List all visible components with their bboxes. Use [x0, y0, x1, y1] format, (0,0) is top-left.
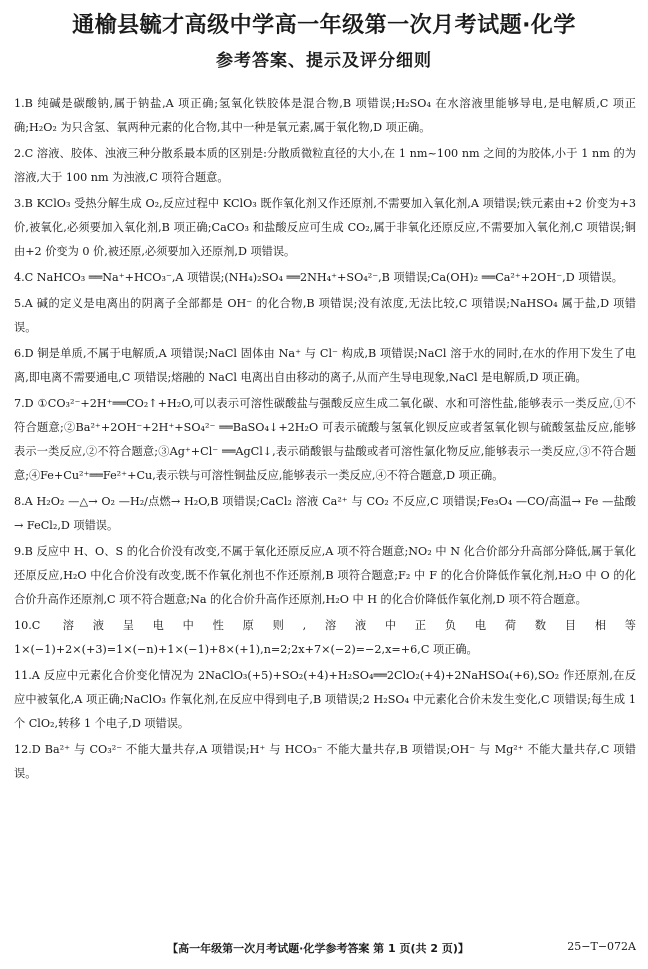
- answer-explanation: 铜是单质,不属于电解质,A 项错误;NaCl 固体由 Na⁺ 与 Cl⁻ 构成,B 项错误;NaCl 溶于水的同时,在水的作用下发生了电离,即电离不需要通电,C 项错误;熔融的 NaCl 电离出自由移动的离子,从而产生导电现象,NaCl 是电解质,D 项正确。: [14, 347, 636, 384]
- answer-number: 2.C: [14, 147, 34, 160]
- footer-page-label: 【高一年级第一次月考试题·化学参考答案 第 1 页(共 2 页)】: [167, 942, 469, 955]
- answer-list: [14, 92, 636, 788]
- answer-explanation: 反应中 H、O、S 的化合价没有改变,不属于氧化还原反应,A 项不符合题意;NO₂ 中 N 化合价部分升高部分降低,属于氧化还原反应,H₂O 中化合价没有改变,既不作氧化剂也不作还原剂,B 项符合题意;F₂ 中 F 的化合价降低作氧化剂,H₂O 中 O 的化合价升高作还原剂,C 项不符合题意;Na 的化合价升高作还原剂,H₂O 中 H 的化合价降低作氧化剂,D 项不符合题意。: [14, 545, 636, 606]
- answer-number: 3.B: [14, 197, 33, 210]
- answer-explanation: H₂O₂ —△→ O₂ —H₂/点燃→ H₂O,B 项错误;CaCl₂ 溶液 Ca²⁺ 与 CO₂ 不反应,C 项错误;Fe₃O₄ —CO/高温→ Fe —盐酸→ FeCl₂,D 项错误。: [14, 495, 636, 532]
- answer-explanation: 反应中元素化合价变化情况为 2NaClO₃(+5)+SO₂(+4)+H₂SO₄══2ClO₂(+4)+2NaHSO₄(+6),SO₂ 作还原剂,在反应中被氧化,A 项正确;NaClO₃ 作氧化剂,在反应中得到电子,B 项错误;2 H₂SO₄ 中元素化合价未发生变化,C 项错误;每生成 1 个 ClO₂,转移 1 个电子,D 项错误。: [14, 669, 637, 730]
- answer-item-1: [14, 92, 636, 140]
- answer-number: 11.A: [14, 669, 40, 682]
- page-subtitle: 参考答案、提示及评分细则: [216, 51, 432, 71]
- answer-explanation: 溶液呈电中性原则,溶液中正负电荷数目相等 1×(−1)+2×(+3)=1×(−n)+1×(−1)+8×(+1),n=2;2x+7×(−2)=−2,x=+6,C 项正确。: [14, 619, 636, 656]
- answer-item-8: [14, 490, 636, 538]
- answer-explanation: 碱的定义是电离出的阴离子全部都是 OH⁻ 的化合物,B 项错误;没有浓度,无法比较,C 项错误;NaHSO₄ 属于盐,D 项错误。: [14, 297, 636, 334]
- answer-explanation: KClO₃ 受热分解生成 O₂,反应过程中 KClO₃ 既作氧化剂又作还原剂,不需要加入氧化剂,A 项错误;铁元素由+2 价变为+3 价,被氧化,必须要加入氧化剂,B 项正确;CaCO₃ 和盐酸反应可生成 CO₂,属于非氧化还原反应,不需要加入氧化剂,C 项错误;铜由+2 价变为 0 价,被还原,必须要加入还原剂,D 项错误。: [14, 197, 637, 258]
- answer-item-11: [14, 664, 636, 736]
- answer-item-5: [14, 292, 636, 340]
- page-footer: [0, 940, 648, 960]
- page-title: 通榆县毓才高级中学高一年级第一次月考试题·化学: [72, 13, 576, 38]
- answer-number: 8.A: [14, 495, 33, 508]
- answer-item-4: [14, 266, 636, 290]
- answer-explanation: 溶液、胶体、浊液三种分散系最本质的区别是:分散质微粒直径的大小,在 1 nm~100 nm 之间的为胶体,小于 1 nm 的为溶液,大于 100 nm 为浊液,C 项符合题意。: [14, 147, 636, 184]
- answer-explanation: NaHCO₃ ══Na⁺+HCO₃⁻,A 项错误;(NH₄)₂SO₄ ══2NH₄⁺+SO₄²⁻,B 项错误;Ca(OH)₂ ══Ca²⁺+2OH⁻,D 项错误。: [36, 271, 623, 284]
- answer-number: 7.D: [14, 397, 34, 410]
- answer-item-12: [14, 738, 636, 786]
- answer-explanation: 纯碱是碳酸钠,属于钠盐,A 项正确;氢氧化铁胶体是混合物,B 项错误;H₂SO₄ 在水溶液里能够导电,是电解质,C 项正确;H₂O₂ 为只含氢、氧两种元素的化合物,其中一种是氧元素,属于氧化物,D 项正确。: [14, 97, 636, 134]
- answer-number: 12.D: [14, 743, 41, 756]
- answer-number: 6.D: [14, 347, 34, 360]
- answer-item-6: [14, 342, 636, 390]
- answer-number: 10.C: [14, 619, 41, 632]
- answer-item-7: [14, 392, 636, 488]
- answer-item-9: [14, 540, 636, 612]
- footer-doc-code: 25−T−072A: [567, 940, 636, 953]
- answer-number: 1.B: [14, 97, 33, 110]
- answer-number: 5.A: [14, 297, 33, 310]
- answer-number: 4.C: [14, 271, 34, 284]
- answer-explanation: ①CO₃²⁻+2H⁺══CO₂↑+H₂O,可以表示可溶性碳酸盐与强酸反应生成二氧化碳、水和可溶性盐,能够表示一类反应,①不符合题意;②Ba²⁺+2OH⁻+2H⁺+SO₄²⁻ ══BaSO₄↓+2H₂O 可表示硫酸与氢氧化钡反应或者氢氧化钡与硫酸氢盐反应,能够表示一类反应,②不符合题意;③Ag⁺+Cl⁻ ══AgCl↓,表示硝酸银与盐酸或者可溶性氯化物反应,能够表示一类反应,③不符合题意;④Fe+Cu²⁺══Fe²⁺+Cu,表示铁与可溶性铜盐反应,能够表示一类反应,④不符合题意,D 项正确。: [14, 397, 636, 482]
- answer-explanation: Ba²⁺ 与 CO₃²⁻ 不能大量共存,A 项错误;H⁺ 与 HCO₃⁻ 不能大量共存,B 项错误;OH⁻ 与 Mg²⁺ 不能大量共存,C 项错误。: [14, 743, 636, 780]
- answer-number: 9.B: [14, 545, 33, 558]
- answer-item-2: [14, 142, 636, 190]
- answer-item-3: [14, 192, 636, 264]
- answer-item-10: [14, 614, 636, 662]
